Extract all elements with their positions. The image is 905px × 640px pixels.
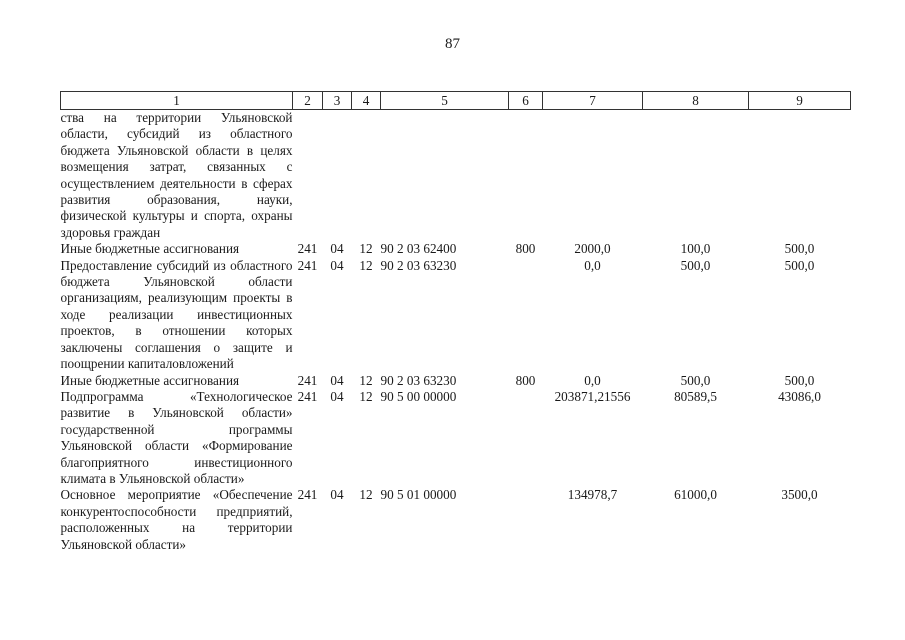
row-code-2: 241 [297,388,318,404]
row-code-2 [293,110,323,242]
row-code-2: 241 [297,487,318,503]
row-code-4: 12 [359,372,373,388]
row-amount-7: 0,0 [584,372,601,388]
header-row [61,92,851,110]
row-description: Основное мероприятие «Обеспечение конкурентоспособности предприятий, расположенных на территории Ульяновской области» [60,487,293,552]
row-code-3: 04 [330,388,344,404]
row-expense-type: 800 [515,372,536,388]
row-amount-8: 100,0 [680,241,711,257]
row-code-2: 241 [297,257,318,273]
row-amount-7: 0,0 [584,257,601,273]
page-number: 87 [445,36,460,52]
row-expense-type [509,110,543,242]
budget-table [60,91,851,553]
header-cell: 9 [749,92,851,110]
row-amount-9: 43086,0 [778,388,821,404]
table-row [61,241,851,257]
row-amount-8: 80589,5 [674,388,717,404]
row-target-code [381,110,509,242]
header-cell: 7 [543,92,643,110]
row-target-code: 90 2 03 63230 [380,372,457,388]
header-cell: 5 [381,92,509,110]
table-row [61,389,851,487]
row-code-3: 04 [330,257,344,273]
row-amount-9: 500,0 [784,241,815,257]
table-row [61,487,851,553]
row-code-4: 12 [359,257,373,273]
header-cell: 2 [293,92,323,110]
row-amount-8: 61000,0 [674,487,717,503]
row-amount-7: 203871,21556 [554,388,631,404]
row-code-2: 241 [297,372,318,388]
row-expense-type: 800 [515,241,536,257]
header-cell: 4 [352,92,381,110]
row-code-3: 04 [330,372,344,388]
row-amount-8: 500,0 [680,372,711,388]
table-row [61,258,851,373]
row-expense-type [509,389,543,487]
header-cell: 1 [61,92,293,110]
row-code-2: 241 [297,241,318,257]
row-amount-9: 500,0 [784,257,815,273]
row-amount-8 [643,110,749,242]
row-amount-8: 500,0 [680,257,711,273]
row-target-code: 90 2 03 62400 [380,241,457,257]
row-code-4: 12 [359,388,373,404]
table-row [61,373,851,389]
row-target-code: 90 2 03 63230 [380,257,457,273]
row-amount-9 [749,110,851,242]
header-cell: 6 [509,92,543,110]
row-amount-7 [543,110,643,242]
row-amount-7: 134978,7 [567,487,618,503]
row-target-code: 90 5 00 00000 [380,388,457,404]
row-code-4 [352,110,381,242]
row-description: Предоставление субсидий из областного бюджета Ульяновской области организациям, реализующим проекты в ходе реализации инвестиционных проектов, в отношении которых заключены соглашения о защите и поощрении капиталовложений [60,257,293,372]
row-code-4: 12 [359,241,373,257]
row-description: ства на территории Ульяновской области, субсидий из областного бюджета Ульяновской области в целях возмещения затрат, связанных с осуществлением деятельности в сферах развития образования, науки, физической культуры и спорта, охраны здоровья граждан [60,110,293,240]
row-expense-type [509,258,543,373]
header-cell: 3 [323,92,352,110]
row-code-4: 12 [359,487,373,503]
row-code-3 [323,110,352,242]
row-description: Иные бюджетные ассигнования [60,372,240,388]
row-amount-7: 2000,0 [574,241,611,257]
row-code-3: 04 [330,487,344,503]
row-target-code: 90 5 01 00000 [380,487,457,503]
row-description: Иные бюджетные ассигнования [60,241,240,257]
header-cell: 8 [643,92,749,110]
row-code-3: 04 [330,241,344,257]
table-row [61,110,851,242]
row-amount-9: 3500,0 [781,487,818,503]
row-amount-9: 500,0 [784,372,815,388]
row-expense-type [509,487,543,553]
row-description: Подпрограмма «Технологическое развитие в Ульяновской области» государственной программы Ульяновской области «Формирование благоприятного инвестиционного климата в Ульяновской области» [60,388,293,486]
